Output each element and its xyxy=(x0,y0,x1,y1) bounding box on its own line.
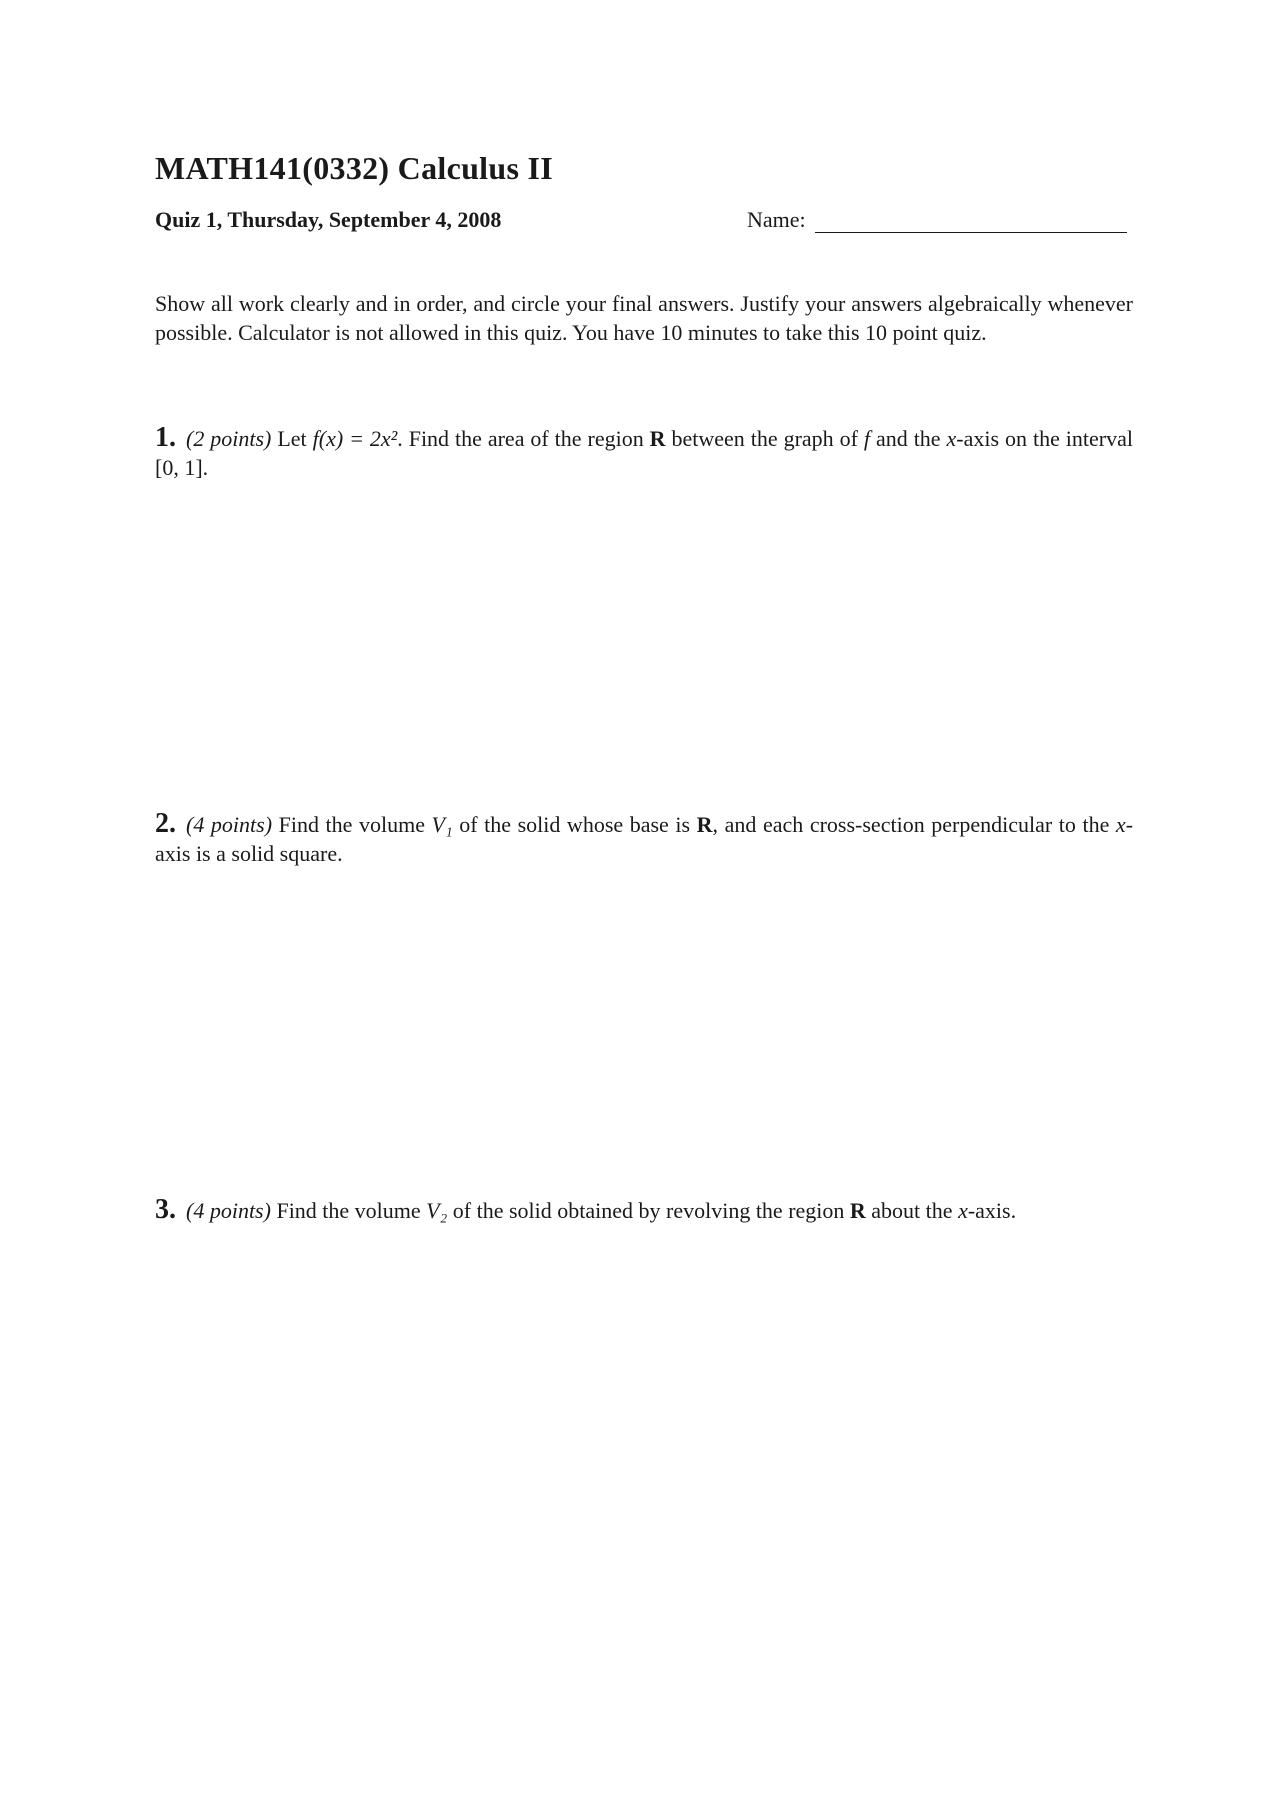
x-variable: x xyxy=(946,426,957,451)
question-text: of the solid whose base is xyxy=(459,812,691,837)
question-1 xyxy=(155,423,1133,482)
question-number: 1. xyxy=(155,422,176,453)
name-label: Name: xyxy=(747,207,806,232)
question-text: about the xyxy=(871,1198,953,1223)
question-text: Find the volume xyxy=(278,812,425,837)
instructions: Show all work clearly and in order, and circle your final answers. Justify your answers algebraically whenever possible. Calculator is not allowed in this quiz. You have 10 minutes to take this 10 point quiz. xyxy=(155,291,1133,345)
x-variable: x xyxy=(1115,812,1126,837)
question-text: and the xyxy=(875,426,941,451)
quiz-page xyxy=(155,0,1133,1811)
question-text: Find the volume xyxy=(276,1198,421,1223)
question-text: . Find the area of the region xyxy=(397,426,644,451)
question-number: 3. xyxy=(155,1194,176,1225)
question-text: -axis. xyxy=(967,1198,1017,1223)
x-variable: x xyxy=(958,1198,968,1223)
name-field[interactable] xyxy=(747,207,1127,233)
question-points: (4 points) xyxy=(186,1198,271,1223)
question-text: Let xyxy=(277,426,307,451)
question-number: 2. xyxy=(155,808,176,839)
question-2 xyxy=(155,809,1133,868)
question-text: between the graph of xyxy=(671,426,858,451)
quiz-info: Quiz 1, Thursday, September 4, 2008 xyxy=(155,207,502,232)
question-text: . xyxy=(202,455,209,480)
course-title: MATH141(0332) Calculus II xyxy=(155,150,554,186)
question-text: , and each cross-section perpendicular to the xyxy=(712,812,1110,837)
interval: [0, 1] xyxy=(155,455,203,480)
volume-symbol: V₂ xyxy=(426,1198,448,1223)
volume-symbol: V₁ xyxy=(431,812,453,837)
question-text: -axis is a solid square. xyxy=(155,812,1134,866)
question-points: (2 points) xyxy=(186,426,272,451)
region-symbol: R xyxy=(849,1198,866,1223)
function-symbol: f xyxy=(863,426,871,451)
function-definition: f(x) = 2x² xyxy=(312,426,398,451)
question-points: (4 points) xyxy=(186,812,273,837)
name-blank-line[interactable] xyxy=(815,208,1127,233)
region-symbol: R xyxy=(649,426,666,451)
question-text: -axis on the interval xyxy=(956,426,1133,451)
question-text: of the solid obtained by revolving the region xyxy=(452,1198,845,1223)
question-3 xyxy=(155,1195,1133,1225)
region-symbol: R xyxy=(696,812,713,837)
